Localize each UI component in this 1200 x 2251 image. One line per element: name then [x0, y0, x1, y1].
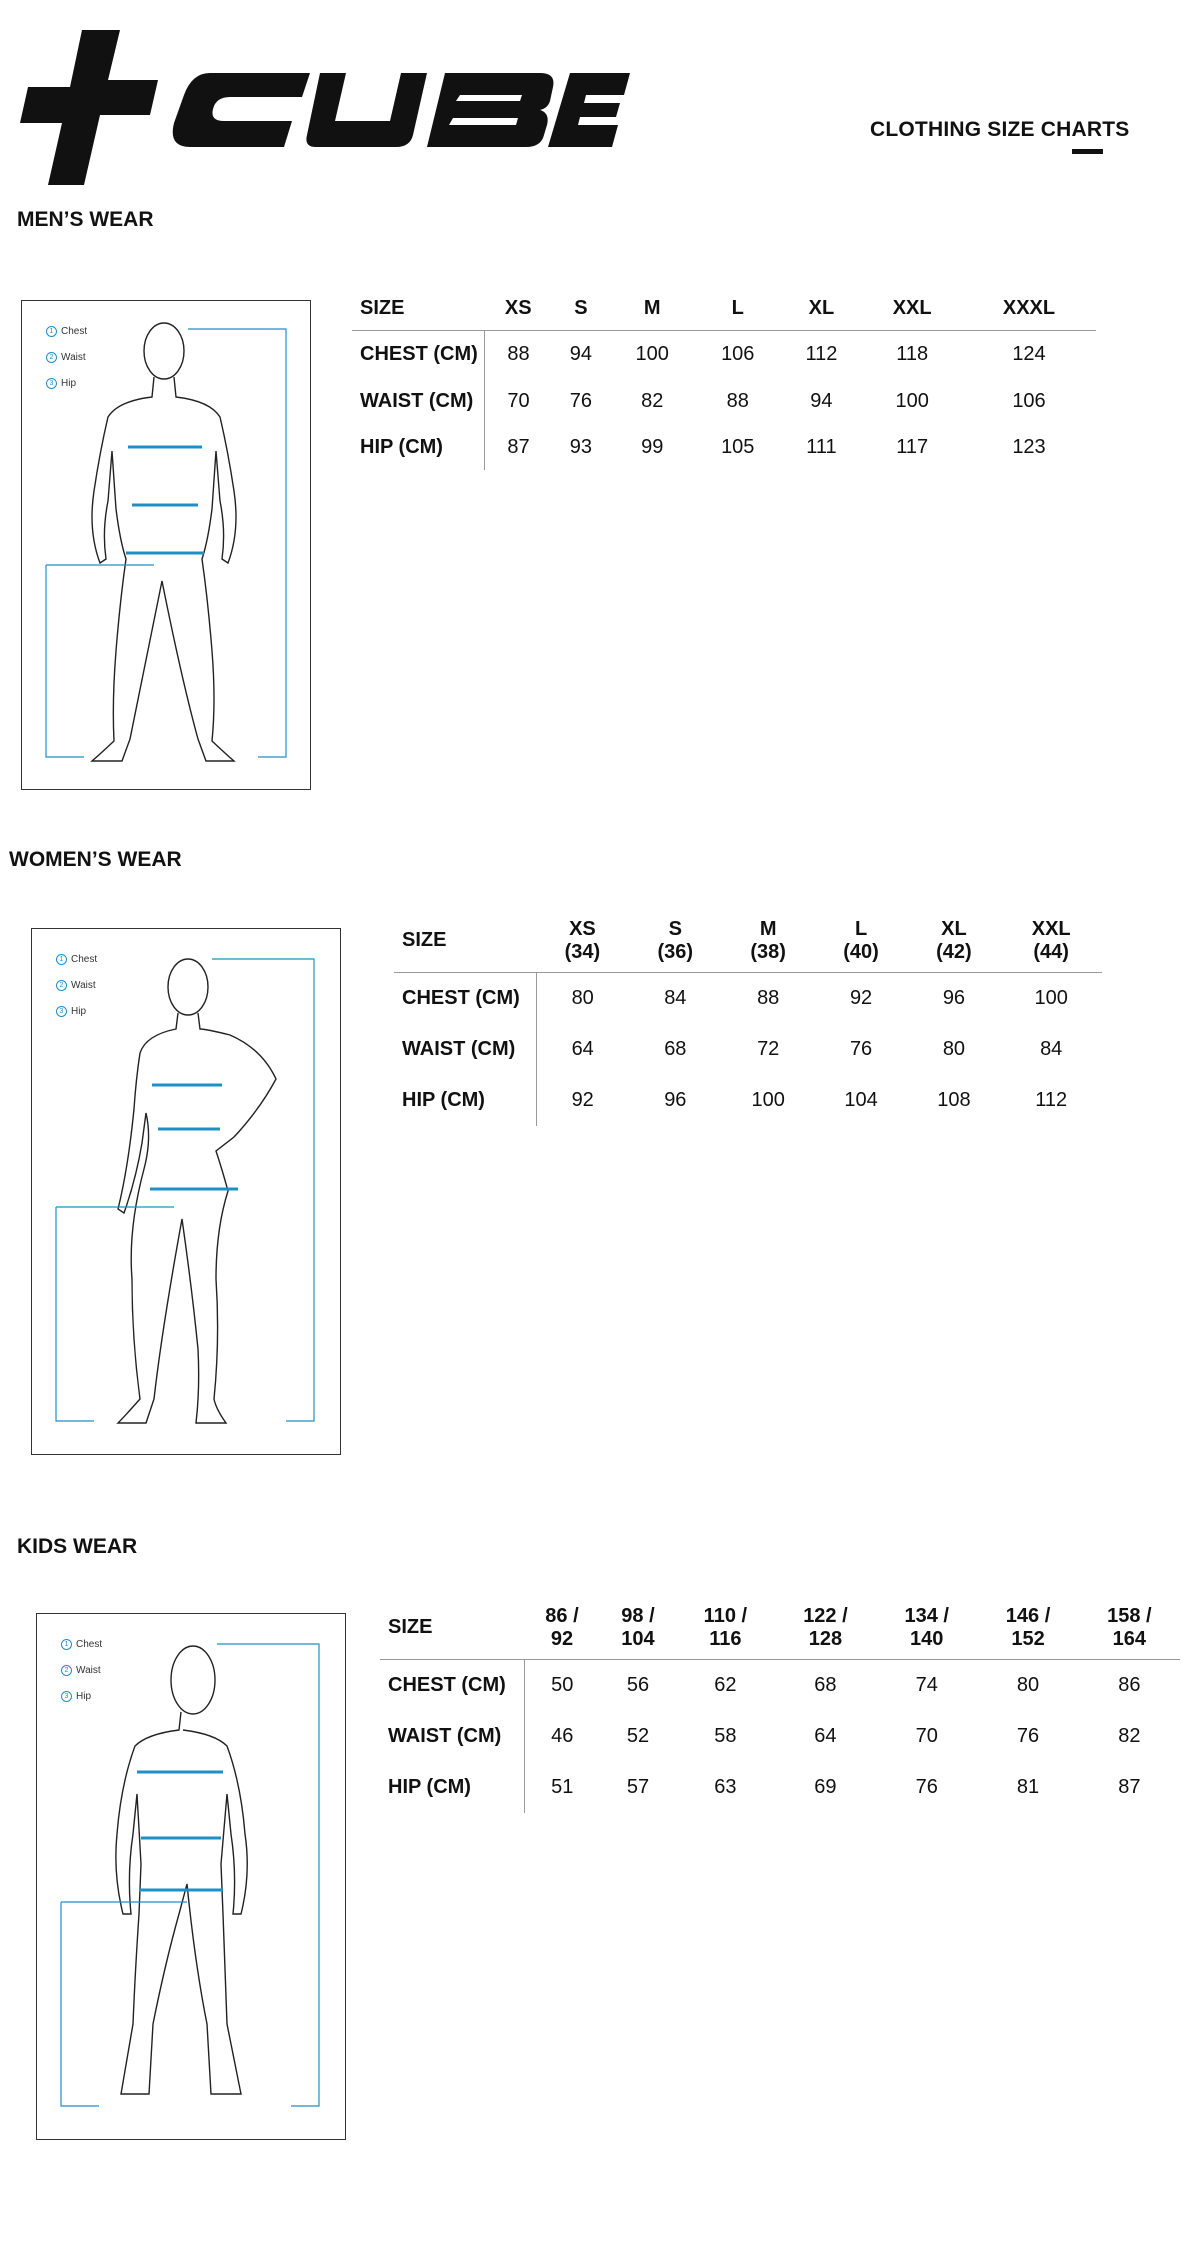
kids-size-label: SIZE [388, 1616, 433, 1639]
kids-waist-row [380, 1711, 1180, 1761]
womens-size-xl: XL (42) [936, 917, 972, 963]
mens-size-xxl: XXL [892, 297, 932, 320]
table-cell: 46 [551, 1724, 574, 1747]
cube-logo-letter-e [548, 73, 630, 147]
table-cell: 100 [895, 389, 929, 412]
table-cell: 96 [664, 1088, 687, 1111]
table-cell: 92 [849, 986, 873, 1009]
womens-body-illustration [32, 929, 340, 1454]
kids-size-134-140: 134 / 140 [904, 1604, 949, 1650]
table-cell: 84 [664, 986, 687, 1009]
mens-header-row [352, 288, 1096, 330]
table-cell: 124 [1012, 342, 1046, 365]
table-cell: 68 [814, 1673, 837, 1696]
table-cell: 76 [915, 1775, 938, 1798]
cube-logo-letter-c [173, 73, 310, 147]
table-cell: 72 [757, 1037, 780, 1060]
table-cell: 56 [626, 1673, 650, 1696]
row-label: HIP (CM) [352, 424, 484, 470]
table-cell: 100 [1034, 986, 1068, 1009]
mens-size-m: M [643, 297, 661, 320]
cube-logo-letter-u [306, 73, 427, 147]
kids-size-122-128: 122 / 128 [803, 1604, 848, 1650]
table-cell: 87 [1118, 1775, 1141, 1798]
table-cell: 74 [915, 1673, 938, 1696]
table-cell: 70 [915, 1724, 938, 1747]
cube-logo-letter-b [427, 73, 553, 147]
row-label: CHEST (CM) [380, 1659, 524, 1711]
womens-size-m: M (38) [750, 917, 786, 963]
table-cell: 106 [1012, 389, 1046, 412]
kids-size-86-92: 86 / 92 [545, 1604, 579, 1650]
row-label: WAIST (CM) [380, 1711, 524, 1761]
table-cell: 64 [571, 1037, 594, 1060]
table-cell: 99 [641, 435, 664, 458]
cube-logo-mark [20, 30, 158, 185]
kids-chest-row [380, 1659, 1180, 1711]
table-cell: 64 [814, 1724, 837, 1747]
table-cell: 68 [664, 1037, 687, 1060]
mens-size-table [352, 288, 1096, 470]
kids-size-146-152: 146 / 152 [1005, 1604, 1051, 1650]
row-label: WAIST (CM) [352, 378, 484, 424]
mens-size-s: S [574, 297, 588, 320]
kids-section-title: KIDS WEAR [17, 1535, 138, 1558]
table-cell: 76 [849, 1037, 873, 1060]
table-cell: 96 [942, 986, 966, 1009]
title-underline [1072, 149, 1103, 154]
table-cell: 94 [569, 342, 593, 365]
table-cell: 52 [626, 1724, 650, 1747]
womens-header-row [394, 910, 1102, 972]
mens-size-l: L [731, 297, 744, 320]
mens-size-xs: XS [504, 297, 532, 320]
table-cell: 112 [1035, 1088, 1068, 1111]
table-cell: 81 [1016, 1775, 1040, 1798]
kids-size-98-104: 98 / 104 [621, 1604, 655, 1650]
table-cell: 80 [1016, 1673, 1040, 1696]
table-cell: 106 [721, 342, 755, 365]
kids-size-158-164: 158 / 164 [1107, 1604, 1152, 1650]
table-cell: 76 [1016, 1724, 1040, 1747]
table-cell: 118 [896, 342, 929, 365]
mens-body-illustration [22, 301, 310, 789]
mens-chest-row [352, 330, 1096, 378]
mens-size-xxxl: XXXL [1002, 297, 1056, 320]
womens-section-title: WOMEN’S WEAR [9, 848, 182, 871]
kids-size-table [380, 1597, 1180, 1813]
womens-size-l: L (40) [843, 917, 879, 963]
mens-legend: 1 Chest 2 Waist 3 Hip [46, 319, 87, 397]
kids-header-row [380, 1597, 1180, 1659]
table-cell: 108 [937, 1088, 971, 1111]
mens-waist-row [352, 378, 1096, 424]
table-cell: 123 [1012, 435, 1046, 458]
kids-legend: 1 Chest 2 Waist 3 Hip [61, 1632, 102, 1710]
table-cell: 58 [714, 1724, 737, 1747]
table-cell: 88 [507, 342, 530, 365]
table-cell: 76 [569, 389, 593, 412]
mens-size-label: SIZE [360, 297, 405, 320]
kids-figure [36, 1613, 346, 2140]
table-cell: 57 [626, 1775, 650, 1798]
table-cell: 100 [635, 342, 669, 365]
table-cell: 82 [1118, 1724, 1141, 1747]
table-cell: 88 [757, 986, 780, 1009]
row-label: CHEST (CM) [394, 972, 536, 1024]
womens-legend: 1 Chest 2 Waist 3 Hip [56, 947, 97, 1025]
row-label: WAIST (CM) [394, 1024, 536, 1074]
table-cell: 105 [721, 435, 755, 458]
mens-section-title: MEN’S WEAR [17, 208, 154, 231]
table-cell: 50 [551, 1673, 574, 1696]
kids-size-110-116: 110 / 116 [703, 1604, 748, 1650]
row-label: CHEST (CM) [352, 330, 484, 378]
womens-size-table [394, 910, 1102, 1126]
womens-size-xs: XS (34) [564, 917, 601, 963]
table-cell: 88 [726, 389, 749, 412]
table-cell: 111 [806, 435, 837, 458]
table-cell: 70 [507, 389, 530, 412]
womens-size-label: SIZE [402, 929, 447, 952]
mens-hip-row [352, 424, 1096, 470]
table-cell: 51 [551, 1775, 574, 1798]
mens-figure [21, 300, 311, 790]
table-cell: 100 [751, 1088, 785, 1111]
womens-figure [31, 928, 341, 1455]
table-cell: 86 [1118, 1673, 1141, 1696]
table-cell: 80 [571, 986, 594, 1009]
table-cell: 94 [810, 389, 833, 412]
table-cell: 104 [844, 1088, 878, 1111]
table-cell: 62 [714, 1673, 737, 1696]
womens-size-xxl: XXL (44) [1031, 917, 1071, 963]
womens-chest-row [394, 972, 1102, 1024]
table-cell: 117 [896, 435, 929, 458]
table-cell: 82 [641, 389, 664, 412]
table-cell: 84 [1040, 1037, 1063, 1060]
row-label: HIP (CM) [380, 1761, 524, 1813]
table-cell: 80 [942, 1037, 966, 1060]
document-title: CLOTHING SIZE CHARTS [870, 118, 1130, 141]
kids-body-illustration [37, 1614, 345, 2139]
womens-size-s: S (36) [657, 917, 694, 963]
table-cell: 69 [814, 1775, 837, 1798]
cube-logo [20, 25, 630, 190]
womens-hip-row [394, 1074, 1102, 1126]
kids-hip-row [380, 1761, 1180, 1813]
womens-waist-row [394, 1024, 1102, 1074]
table-cell: 93 [569, 435, 593, 458]
table-cell: 87 [507, 435, 530, 458]
table-cell: 112 [805, 342, 838, 365]
table-cell: 92 [571, 1088, 594, 1111]
mens-size-xl: XL [808, 297, 835, 320]
row-label: HIP (CM) [394, 1074, 536, 1126]
table-cell: 63 [714, 1775, 737, 1798]
